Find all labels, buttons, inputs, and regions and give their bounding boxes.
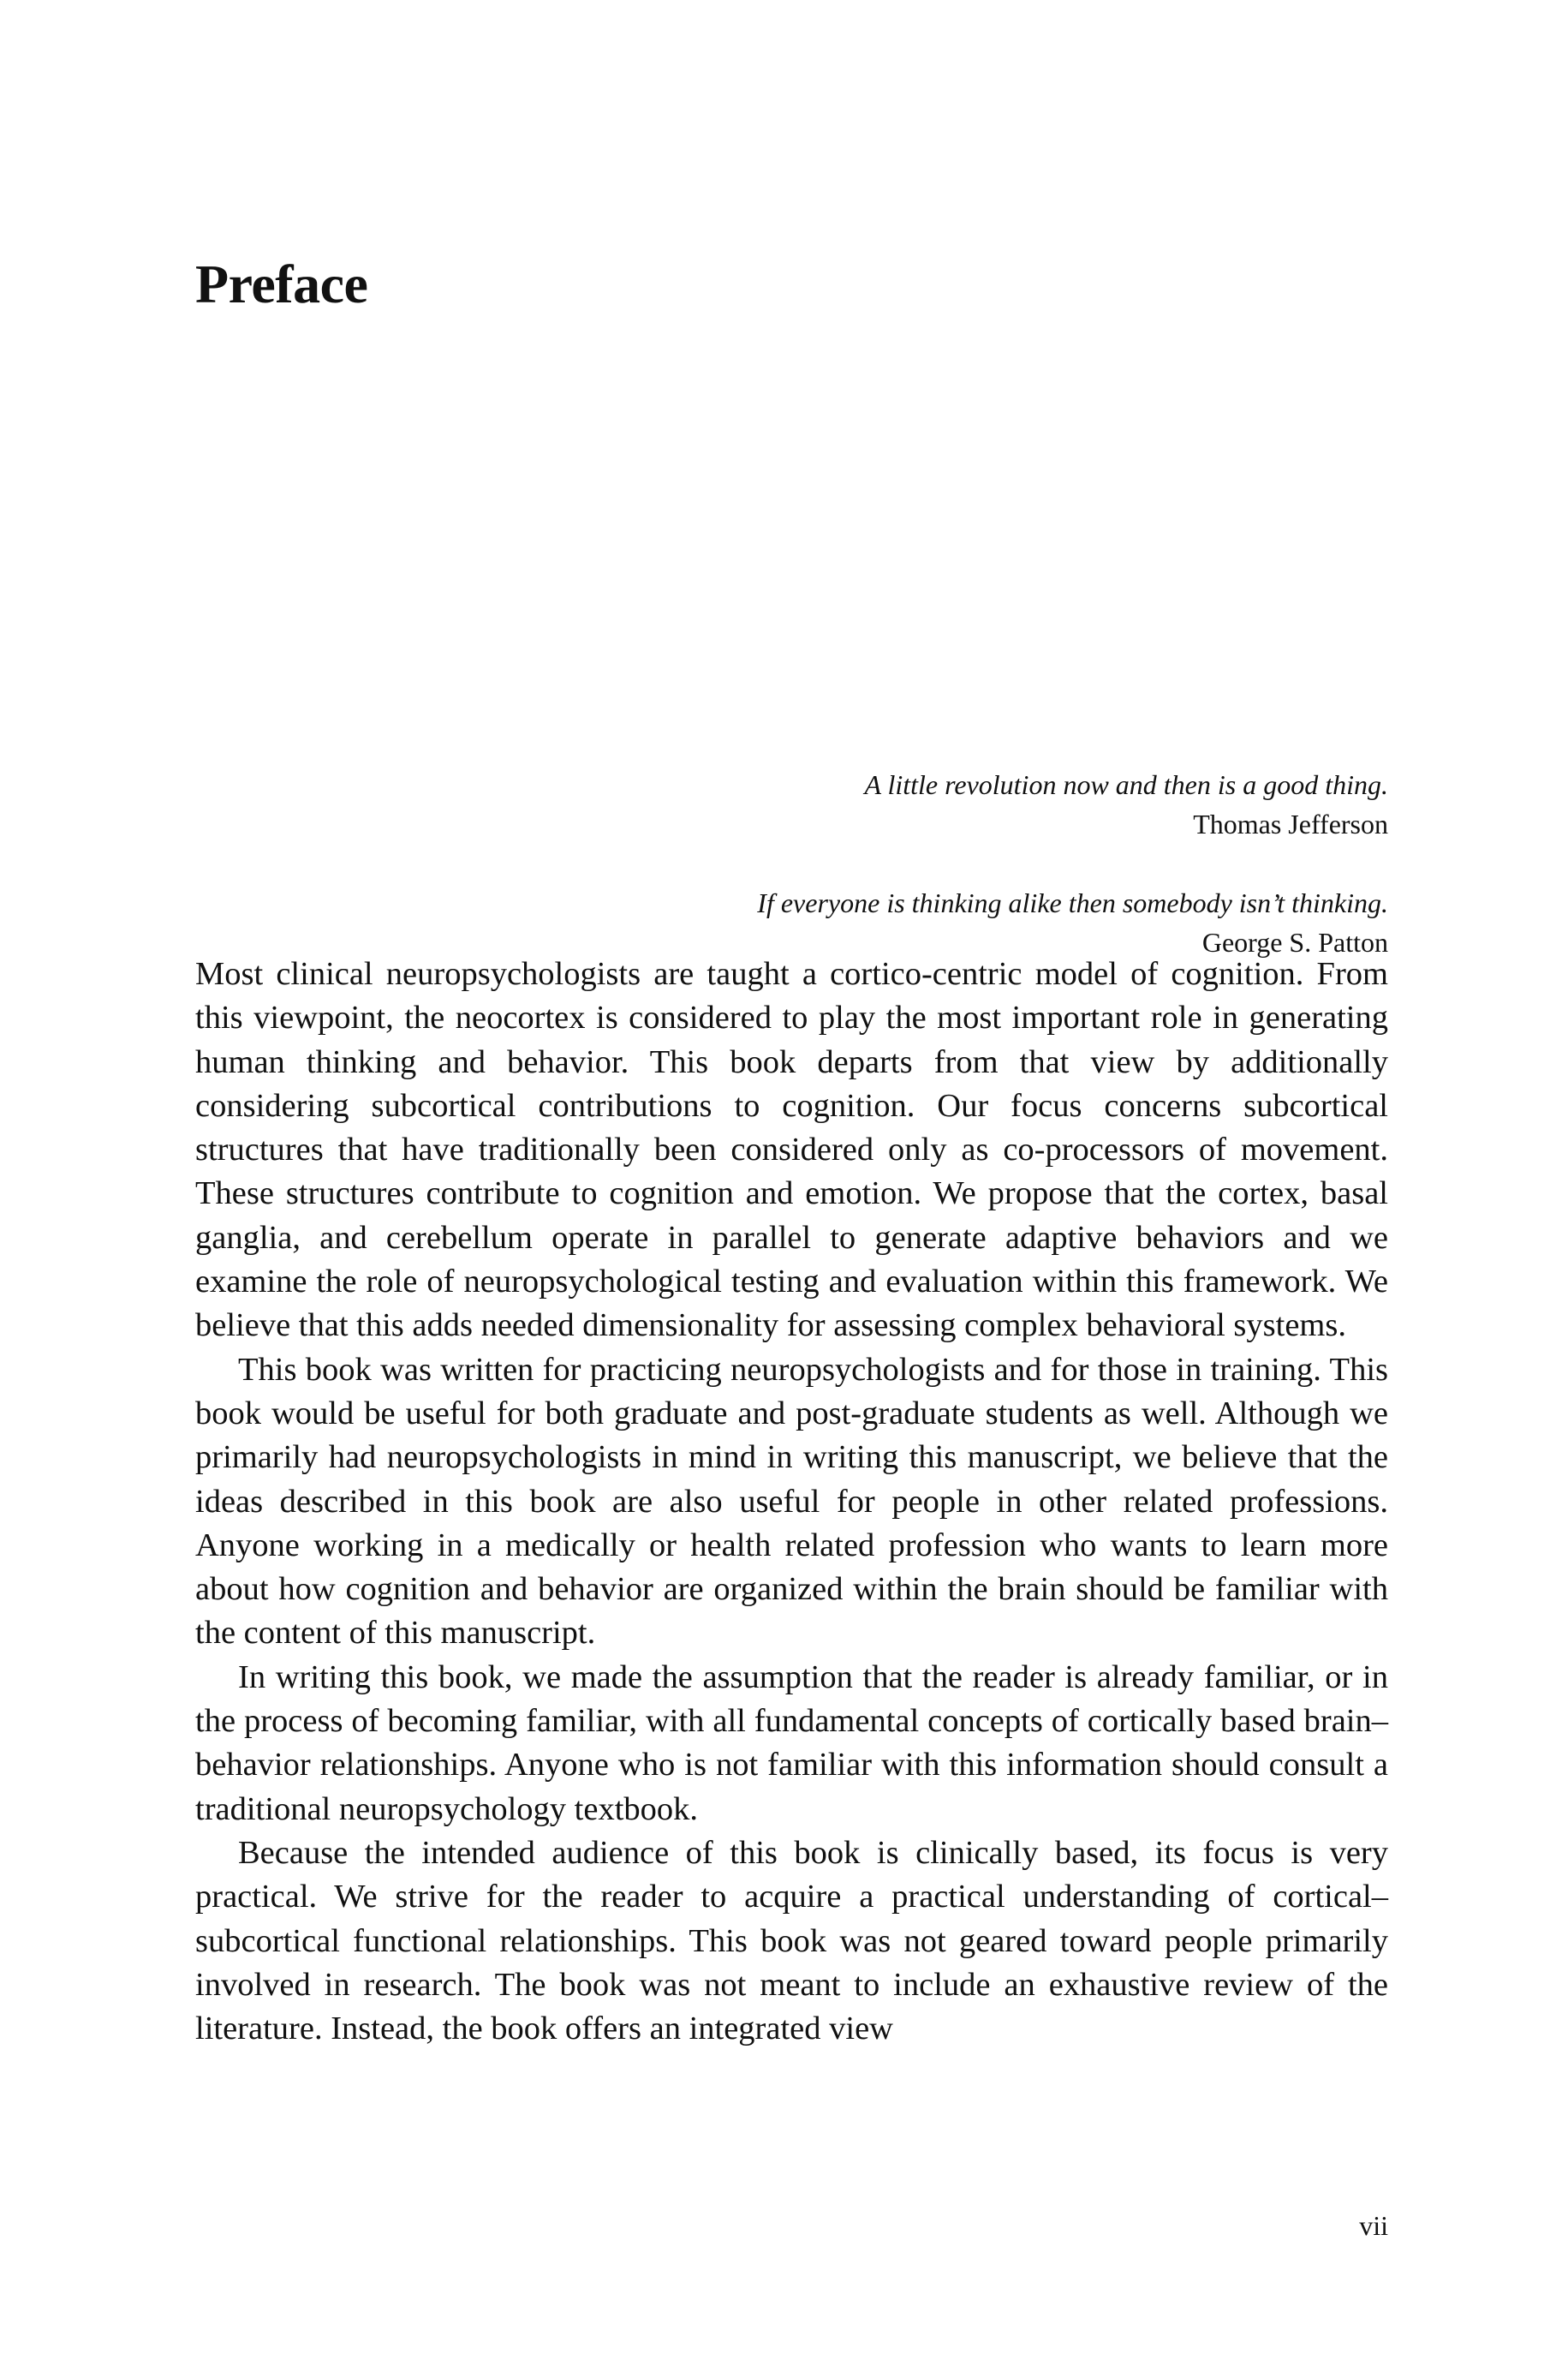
paragraph: Most clinical neuropsychologists are taught a cortico-centric model of cognition. From this viewpoint, the neocortex is considered to play the most important role in generating human thinking and behavior. This book departs from that view by additionally considering subcortical contributions to cognition. Our focus concerns subcortical structures that have traditionally been considered only as co-processors of movement. These structures contribute to cognition and emotion. We propose that the cortex, basal ganglia, and cerebellum operate in parallel to generate adaptive behaviors and we examine the role of neuropsychological testing and evaluation within this framework. We believe that this adds needed dimensionality for assessing complex behavioral systems. bbox=[195, 956, 1388, 1344]
paragraph: Because the intended audience of this book is clinically based, its focus is very practical. We strive for the reader to acquire a practical understanding of cortical–subcortical functional relationships. This book was not geared toward people primarily involved in research. The book was not meant to include an exhaustive review of the literature. Instead, the book offers an integrated view bbox=[195, 1834, 1388, 2047]
epigraph-quote: If everyone is thinking alike then somebody isn’t thinking. bbox=[757, 887, 1388, 918]
paragraph: This book was written for practicing neuropsychologists and for those in training. This book would be useful for both graduate and post-graduate students as well. Although we primarily had neuropsychologists in mind in writing this manuscript, we believe that the ideas described in this book are also useful for people in other related professions. Anyone working in a medically or health related profession who wants to learn more about how cognition and behavior are organized within the brain should be familiar with the content of this manuscript. bbox=[195, 1351, 1388, 1652]
page-number: vii bbox=[1359, 2210, 1388, 2241]
epigraph-author: Thomas Jefferson bbox=[1193, 809, 1388, 839]
page-title: Preface bbox=[195, 254, 368, 314]
epigraph bbox=[195, 764, 1388, 843]
paragraph: In writing this book, we made the assumption that the reader is already familiar, or in the process of becoming familiar, with all fundamental concepts of cortically based brain–behavior relationships. Anyone who is not familiar with this information should consult a traditional neuropsychology textbook. bbox=[195, 1658, 1388, 1827]
epigraph-author: George S. Patton bbox=[1201, 927, 1388, 958]
epigraph bbox=[195, 882, 1388, 961]
body-text bbox=[195, 953, 1388, 2051]
epigraph-quote: A little revolution now and then is a good thing. bbox=[864, 769, 1388, 800]
